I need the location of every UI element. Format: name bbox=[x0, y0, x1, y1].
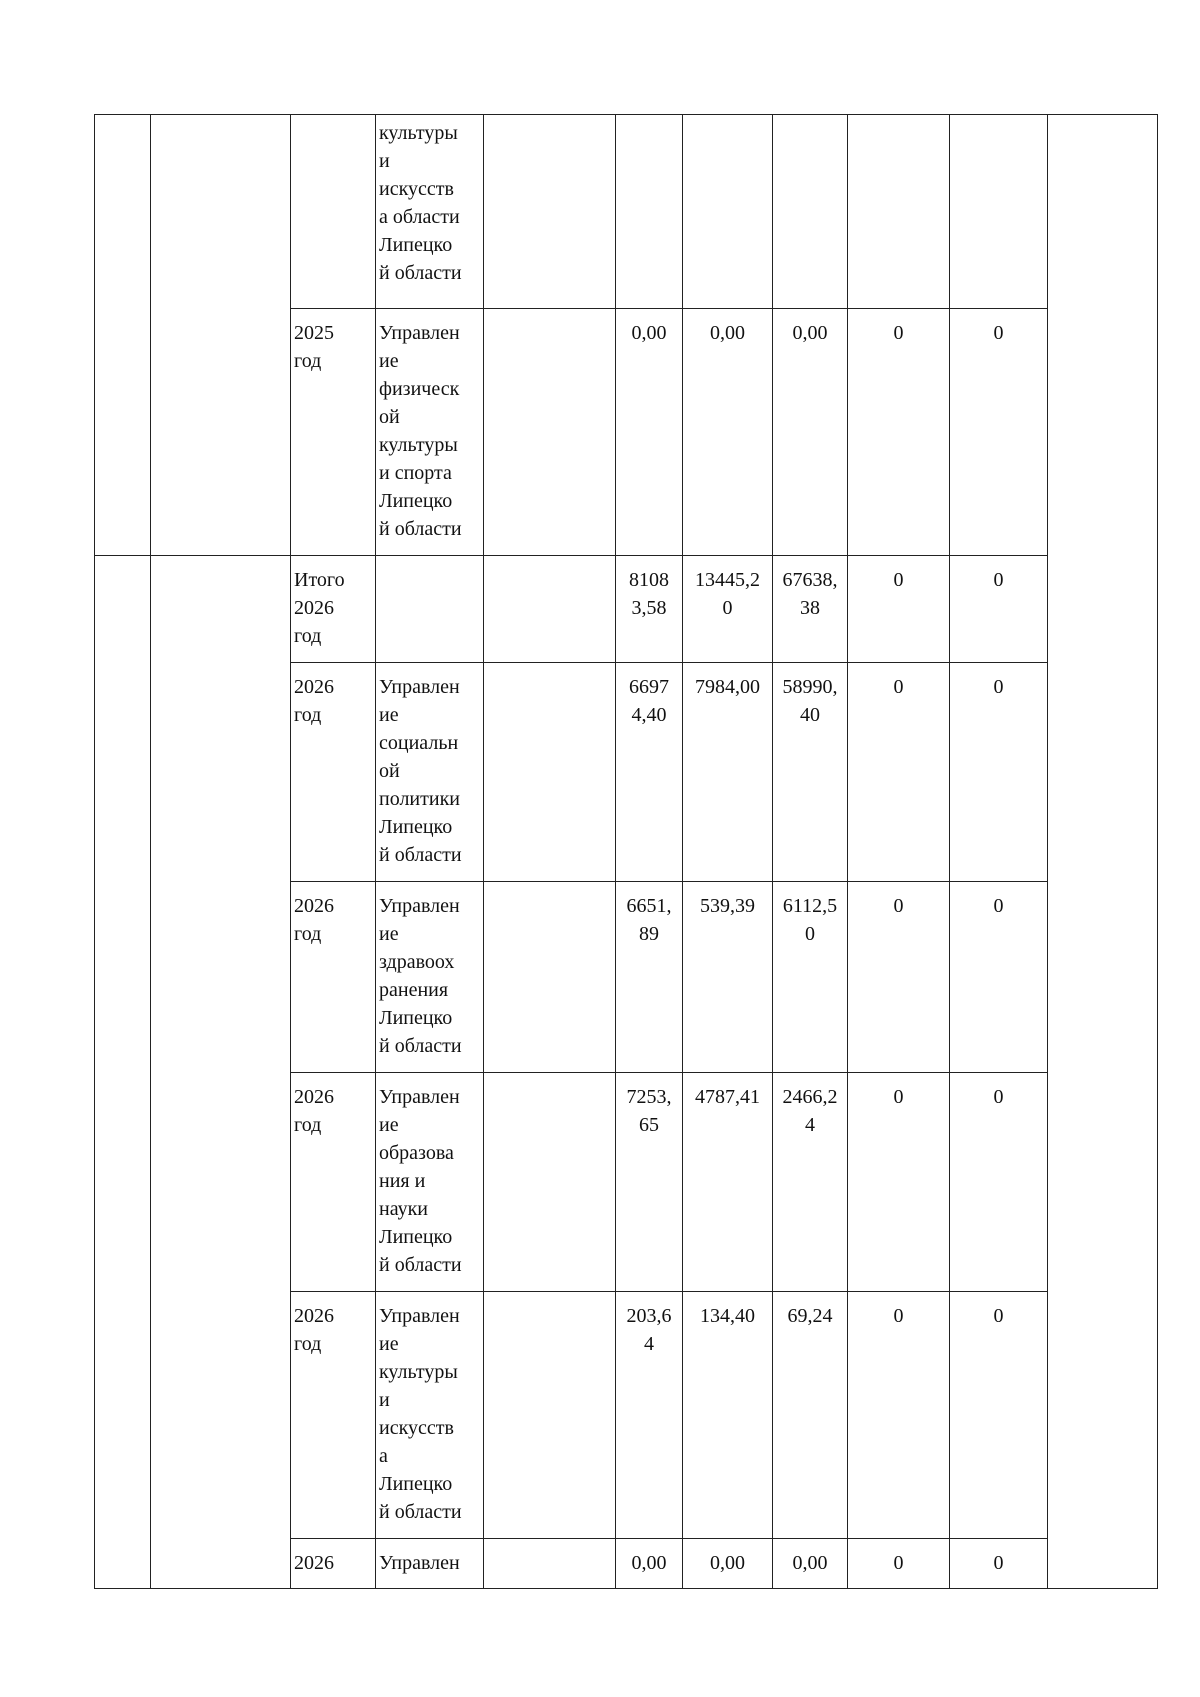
cell-federal: 134,40 bbox=[683, 1292, 773, 1539]
cell-local: 0 bbox=[848, 1539, 950, 1589]
cell-local: 0 bbox=[848, 882, 950, 1073]
cell-federal: 7984,00 bbox=[683, 663, 773, 882]
cell-other: 0 bbox=[950, 663, 1048, 882]
cell-year: 2026 bbox=[291, 1539, 376, 1589]
cell-federal: 0,00 bbox=[683, 1539, 773, 1589]
cell-local: 0 bbox=[848, 309, 950, 556]
cell-other: 0 bbox=[950, 556, 1048, 663]
cell-regional: 0,00 bbox=[773, 1539, 848, 1589]
cell-local: 0 bbox=[848, 556, 950, 663]
cell-department: Управлен ие социальн ой политики Липецко й области bbox=[376, 663, 484, 882]
table-row bbox=[95, 556, 1158, 663]
cell-federal: 4787,41 bbox=[683, 1073, 773, 1292]
cell-total: 0,00 bbox=[616, 1539, 683, 1589]
cell-other: 0 bbox=[950, 1539, 1048, 1589]
cell-year bbox=[291, 115, 376, 309]
cell-col5 bbox=[484, 1073, 616, 1292]
cell-total: 6651, 89 bbox=[616, 882, 683, 1073]
cell-other: 0 bbox=[950, 1292, 1048, 1539]
cell-regional: 69,24 bbox=[773, 1292, 848, 1539]
cell-other: 0 bbox=[950, 1073, 1048, 1292]
cell-local: 0 bbox=[848, 663, 950, 882]
cell-index bbox=[95, 115, 151, 556]
cell-col5 bbox=[484, 663, 616, 882]
cell-year: Итого 2026 год bbox=[291, 556, 376, 663]
cell-name bbox=[151, 115, 291, 556]
cell-department: Управлен bbox=[376, 1539, 484, 1589]
cell-total: 0,00 bbox=[616, 309, 683, 556]
cell-department: Управлен ие образова ния и науки Липецко й области bbox=[376, 1073, 484, 1292]
cell-year: 2026 год bbox=[291, 663, 376, 882]
cell-regional: 67638, 38 bbox=[773, 556, 848, 663]
cell-local: 0 bbox=[848, 1073, 950, 1292]
cell-year: 2025 год bbox=[291, 309, 376, 556]
table-row bbox=[95, 115, 1158, 309]
cell-index bbox=[95, 556, 151, 1589]
cell-year: 2026 год bbox=[291, 882, 376, 1073]
cell-department: Управлен ие культуры и искусств а Липецко й области bbox=[376, 1292, 484, 1539]
cell-name bbox=[151, 556, 291, 1589]
cell-local: 0 bbox=[848, 1292, 950, 1539]
cell-col5 bbox=[484, 1539, 616, 1589]
cell-col5 bbox=[484, 882, 616, 1073]
cell-federal: 539,39 bbox=[683, 882, 773, 1073]
cell-col5 bbox=[484, 556, 616, 663]
budget-table bbox=[94, 114, 1158, 1589]
cell-total: 7253, 65 bbox=[616, 1073, 683, 1292]
cell-regional bbox=[773, 115, 848, 309]
cell-col5 bbox=[484, 309, 616, 556]
cell-other: 0 bbox=[950, 309, 1048, 556]
cell-total: 203,6 4 bbox=[616, 1292, 683, 1539]
cell-regional: 0,00 bbox=[773, 309, 848, 556]
cell-total bbox=[616, 115, 683, 309]
cell-regional: 58990, 40 bbox=[773, 663, 848, 882]
cell-total: 6697 4,40 bbox=[616, 663, 683, 882]
cell-year: 2026 год bbox=[291, 1292, 376, 1539]
cell-local bbox=[848, 115, 950, 309]
cell-result bbox=[1048, 115, 1158, 1589]
cell-total: 8108 3,58 bbox=[616, 556, 683, 663]
cell-regional: 6112,5 0 bbox=[773, 882, 848, 1073]
cell-department: Управлен ие физическ ой культуры и спорта Липецко й области bbox=[376, 309, 484, 556]
cell-federal: 13445,2 0 bbox=[683, 556, 773, 663]
cell-col5 bbox=[484, 115, 616, 309]
cell-federal bbox=[683, 115, 773, 309]
cell-department: Управлен ие здравоох ранения Липецко й области bbox=[376, 882, 484, 1073]
cell-other bbox=[950, 115, 1048, 309]
cell-col5 bbox=[484, 1292, 616, 1539]
cell-regional: 2466,2 4 bbox=[773, 1073, 848, 1292]
cell-department bbox=[376, 556, 484, 663]
cell-year: 2026 год bbox=[291, 1073, 376, 1292]
cell-department: культуры и искусств а области Липецко й области bbox=[376, 115, 484, 309]
cell-other: 0 bbox=[950, 882, 1048, 1073]
cell-federal: 0,00 bbox=[683, 309, 773, 556]
